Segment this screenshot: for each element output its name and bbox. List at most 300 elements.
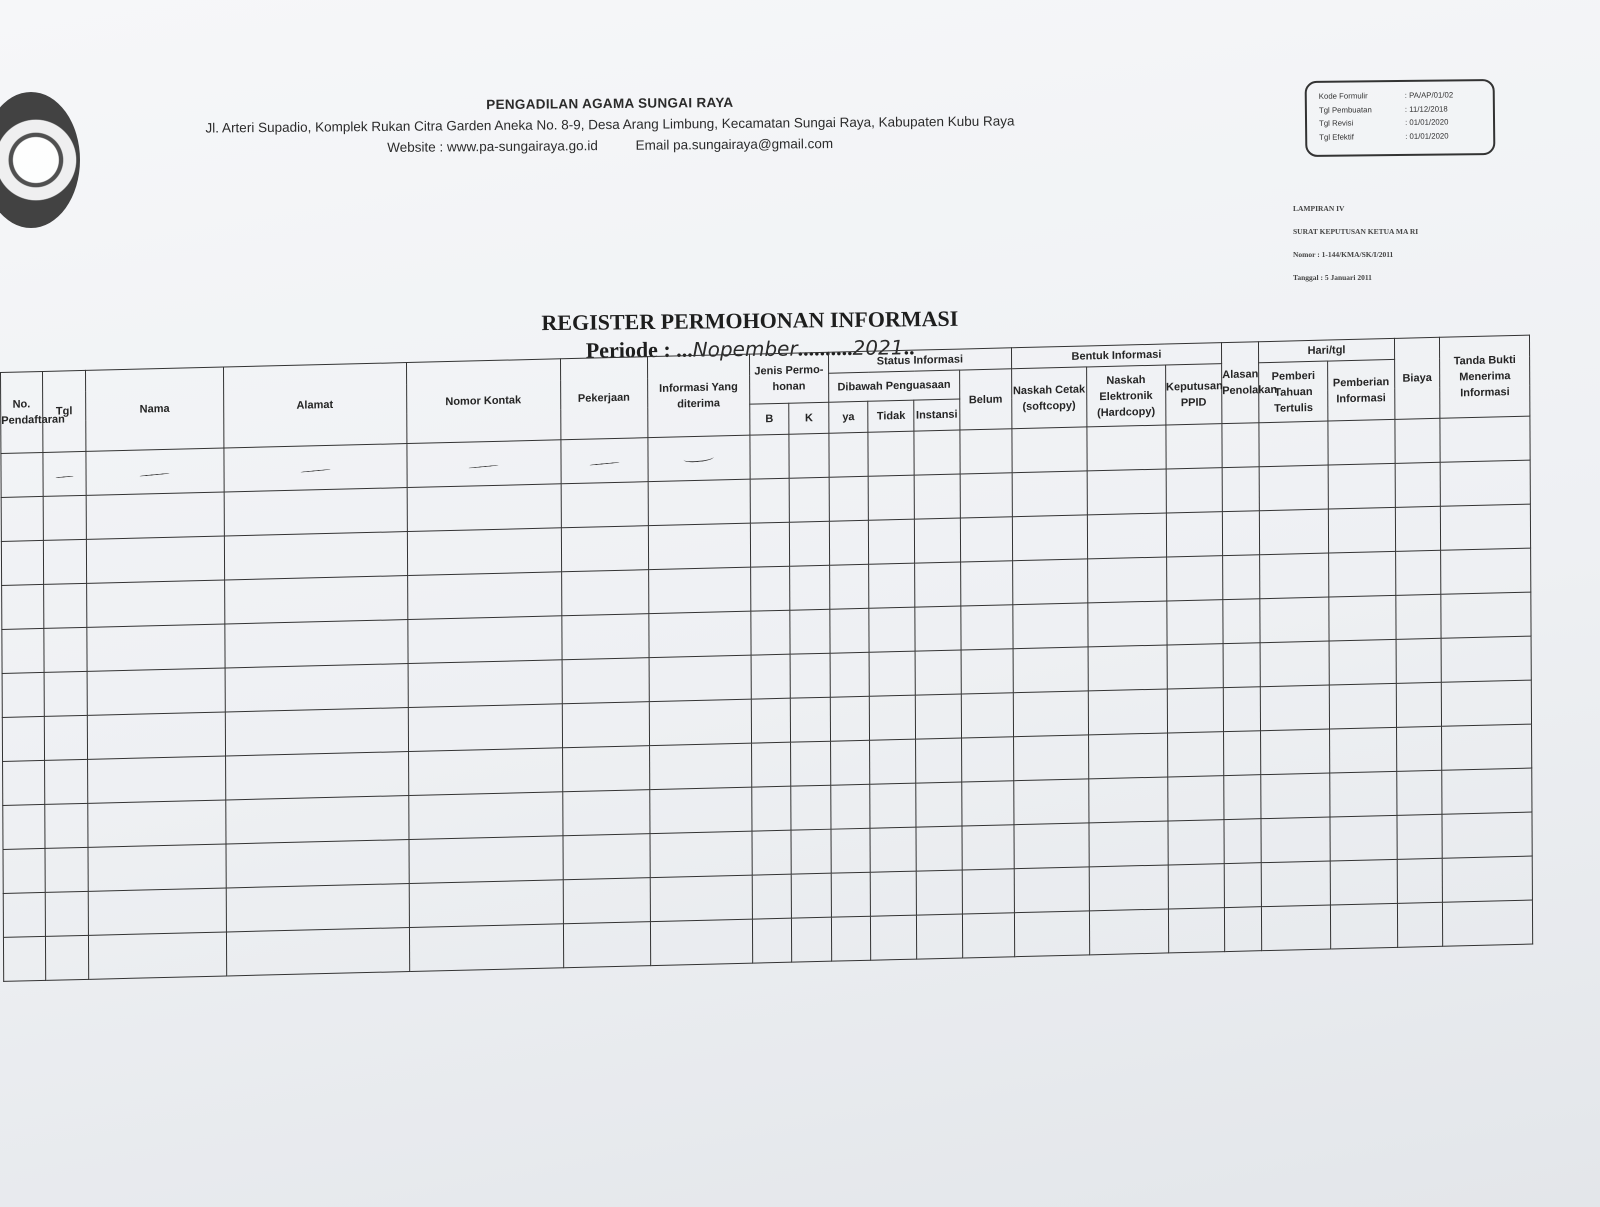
table-cell	[561, 614, 649, 660]
table-cell	[650, 831, 752, 877]
table-cell	[1395, 462, 1441, 507]
table-cell	[1260, 465, 1329, 511]
table-cell	[3, 804, 45, 849]
table-cell	[226, 928, 409, 976]
table-cell	[1329, 595, 1396, 641]
table-cell	[961, 605, 1013, 650]
col-alamat: Alamat	[223, 363, 406, 448]
table-cell	[1087, 557, 1166, 603]
table-cell	[648, 479, 750, 525]
table-cell	[1223, 599, 1261, 644]
col-keputusan-ppid: Keputusan PPID	[1165, 364, 1221, 425]
col-informasi-diterima: Informasi Yang diterima	[647, 354, 749, 437]
table-cell	[914, 430, 960, 475]
table-cell	[1395, 506, 1441, 551]
table-cell	[790, 609, 830, 654]
table-cell	[87, 536, 225, 583]
table-cell	[870, 827, 916, 872]
col-nama: Nama	[86, 367, 224, 451]
form-code-key: Tgl Revisi	[1319, 118, 1354, 128]
table-cell	[226, 840, 409, 888]
col-tidak: Tidak	[868, 400, 914, 432]
lampiran-block	[1293, 204, 1418, 296]
table-cell	[86, 448, 224, 495]
table-cell	[1328, 507, 1395, 553]
table-cell	[750, 522, 790, 567]
table-cell	[408, 704, 562, 752]
court-address: Jl. Arteri Supadio, Komplek Rukan Citra Garden Aneka No. 8-9, Desa Arang Limbung, Kecamatan Sungai Raya, Kabupaten Kubu Raya	[205, 113, 1015, 136]
table-cell	[751, 742, 791, 787]
table-cell	[752, 786, 792, 831]
col-naskah-cetak: Naskah Cetak (softcopy)	[1011, 367, 1086, 429]
table-cell	[750, 478, 790, 523]
table-cell	[1087, 469, 1166, 515]
table-cell	[1014, 779, 1089, 825]
table-cell	[1224, 775, 1262, 820]
table-cell	[1395, 418, 1441, 463]
lampiran-line: Nomor : 1-144/KMA/SK/I/2011	[1293, 250, 1394, 259]
table-cell	[407, 528, 561, 576]
table-cell	[915, 694, 961, 739]
website-text: Website : www.pa-sungairaya.go.id	[387, 138, 598, 155]
table-cell	[1088, 777, 1167, 823]
table-cell	[961, 737, 1013, 782]
col-hari-tgl: Hari/tgl	[1259, 338, 1394, 362]
form-code-box	[1305, 79, 1496, 157]
table-cell	[649, 655, 751, 701]
table-cell	[790, 653, 830, 698]
table-cell	[560, 438, 648, 484]
table-cell	[1012, 471, 1087, 517]
table-cell	[407, 440, 561, 488]
table-cell	[831, 916, 871, 961]
table-cell	[1012, 515, 1087, 561]
form-code-value: : 01/01/2020	[1404, 117, 1449, 127]
form-code-key: Tgl Efektif	[1319, 131, 1354, 142]
table-cell	[1013, 647, 1088, 693]
table-cell	[1222, 511, 1260, 556]
table-cell	[562, 746, 650, 792]
table-cell	[915, 650, 961, 695]
table-cell	[1222, 423, 1260, 468]
table-cell	[916, 738, 962, 783]
table-cell	[751, 610, 791, 655]
table-cell	[750, 434, 790, 479]
form-code-value: : 01/01/2020	[1405, 130, 1449, 141]
table-cell	[1261, 685, 1330, 731]
table-cell	[829, 432, 869, 477]
table-cell	[43, 495, 87, 540]
table-cell	[791, 829, 831, 874]
table-cell	[1441, 636, 1531, 682]
table-cell	[1396, 770, 1442, 815]
table-cell	[1222, 467, 1260, 512]
table-cell	[43, 627, 87, 672]
col-pekerjaan: Pekerjaan	[560, 357, 648, 440]
table-cell	[1329, 683, 1396, 729]
table-cell	[1, 540, 43, 585]
court-seal-logo	[0, 92, 80, 228]
table-cell	[1013, 735, 1088, 781]
table-cell	[409, 880, 563, 928]
table-cell	[751, 654, 791, 699]
table-cell	[1167, 600, 1223, 645]
letterhead	[150, 92, 1070, 157]
table-cell	[1167, 688, 1223, 733]
table-cell	[790, 521, 830, 566]
table-cell	[561, 570, 649, 616]
table-cell	[1328, 419, 1395, 465]
table-cell	[1168, 864, 1224, 909]
table-cell	[224, 620, 407, 668]
table-cell	[3, 936, 45, 981]
table-cell	[1262, 861, 1331, 907]
table-cell	[88, 800, 226, 847]
table-cell	[225, 752, 408, 800]
table-cell	[871, 915, 917, 960]
table-cell	[1223, 731, 1261, 776]
table-cell	[563, 834, 651, 880]
table-cell	[1087, 425, 1166, 471]
table-cell	[962, 825, 1014, 870]
table-cell	[791, 697, 831, 742]
handwritten-dash	[55, 475, 73, 478]
table-cell	[3, 848, 45, 893]
table-cell	[1013, 603, 1088, 649]
table-cell	[87, 668, 225, 715]
table-cell	[226, 884, 409, 932]
table-cell	[650, 875, 752, 921]
lampiran-line: SURAT KEPUTUSAN KETUA MA RI	[1293, 227, 1419, 236]
table-cell	[649, 743, 751, 789]
lampiran-line: Tanggal : 5 Januari 2011	[1293, 273, 1372, 282]
table-cell	[1166, 556, 1222, 601]
table-cell	[1223, 555, 1261, 600]
table-cell	[830, 608, 870, 653]
table-cell	[962, 869, 1014, 914]
table-cell	[1168, 908, 1224, 953]
col-tgl: Tgl	[42, 370, 86, 452]
table-cell	[1168, 820, 1224, 865]
table-cell	[1, 496, 43, 541]
col-status-informasi: Status Informasi	[828, 348, 1011, 373]
table-cell	[752, 830, 792, 875]
table-cell	[648, 567, 750, 613]
table-cell	[223, 444, 406, 492]
table-cell	[649, 611, 751, 657]
table-cell	[1396, 726, 1442, 771]
table-cell	[914, 474, 960, 519]
col-pemberitahuan-tertulis: Pemberi Tahuan Tertulis	[1259, 361, 1328, 423]
table-cell	[2, 628, 44, 673]
table-cell	[1089, 821, 1168, 867]
table-cell	[648, 523, 750, 569]
table-cell	[962, 781, 1014, 826]
table-cell	[1168, 776, 1224, 821]
table-cell	[43, 451, 87, 496]
table-cell	[871, 871, 917, 916]
court-name: PENGADILAN AGAMA SUNGAI RAYA	[486, 94, 734, 113]
table-cell	[1014, 867, 1089, 913]
col-pemberian-informasi: Pemberian Informasi	[1328, 359, 1395, 421]
table-cell	[914, 518, 960, 563]
email-text: Email pa.sungairaya@gmail.com	[635, 136, 834, 153]
register-table-wrap	[0, 334, 1543, 1012]
table-cell	[831, 872, 871, 917]
handwritten-dash	[140, 472, 170, 476]
table-cell	[916, 782, 962, 827]
table-cell	[2, 716, 44, 761]
col-jenis-permohonan: Jenis Permo- honan	[749, 352, 828, 404]
table-cell	[408, 748, 562, 796]
table-cell	[45, 891, 89, 936]
table-cell	[752, 918, 792, 963]
table-cell	[563, 922, 651, 968]
handwritten-dash	[684, 453, 714, 463]
table-cell	[3, 892, 45, 937]
table-cell	[86, 492, 224, 539]
table-cell	[1443, 856, 1533, 902]
table-cell	[830, 696, 870, 741]
col-ya: ya	[829, 401, 869, 433]
table-cell	[1397, 814, 1443, 859]
col-biaya: Biaya	[1394, 337, 1440, 419]
col-belum: Belum	[959, 369, 1011, 430]
col-naskah-elektronik: Naskah Elektronik (Hardcopy)	[1086, 365, 1165, 427]
table-cell	[1328, 463, 1395, 509]
col-jenis-k: K	[789, 402, 829, 434]
table-cell	[960, 517, 1012, 562]
form-code-key: Kode Formulir	[1318, 91, 1368, 101]
table-cell	[831, 784, 871, 829]
table-cell	[1261, 817, 1330, 863]
table-cell	[789, 433, 829, 478]
table-cell	[88, 712, 226, 759]
table-cell	[1260, 597, 1329, 643]
table-cell	[1441, 504, 1531, 550]
table-cell	[89, 932, 227, 979]
table-cell	[87, 580, 225, 627]
table-cell	[869, 563, 915, 608]
table-cell	[45, 935, 89, 980]
title-main: REGISTER PERMOHONAN INFORMASI	[541, 305, 959, 336]
table-cell	[1442, 768, 1532, 814]
table-cell	[791, 741, 831, 786]
table-cell	[1014, 823, 1089, 869]
table-cell	[1330, 903, 1397, 949]
col-tanda-bukti: Tanda Bukti Menerima Informasi	[1440, 335, 1530, 418]
table-cell	[960, 473, 1012, 518]
col-no-pendaftaran: No. Pendaftaran	[1, 371, 43, 453]
table-cell	[870, 695, 916, 740]
table-cell	[869, 475, 915, 520]
period-end: ..	[903, 334, 915, 360]
table-cell	[1167, 732, 1223, 777]
table-cell	[961, 649, 1013, 694]
table-cell	[790, 565, 830, 610]
table-cell	[1442, 680, 1532, 726]
table-cell	[409, 924, 563, 972]
table-cell	[649, 699, 751, 745]
handwritten-dash	[469, 464, 499, 468]
table-cell	[562, 658, 650, 704]
table-cell	[45, 847, 89, 892]
table-cell	[1166, 512, 1222, 557]
table-cell	[225, 664, 408, 712]
table-cell	[224, 532, 407, 580]
form-code-key: Tgl Pembuatan	[1318, 104, 1372, 115]
table-cell	[1259, 421, 1328, 467]
table-cell	[1440, 416, 1530, 462]
table-cell	[44, 715, 88, 760]
table-cell	[1261, 773, 1330, 819]
table-cell	[562, 790, 650, 836]
table-cell	[960, 429, 1012, 474]
table-cell	[87, 624, 225, 671]
table-cell	[1330, 771, 1397, 817]
table-cell	[869, 607, 915, 652]
table-cell	[1223, 643, 1261, 688]
table-cell	[915, 606, 961, 651]
handwritten-dash	[589, 461, 619, 465]
table-cell	[830, 652, 870, 697]
table-cell	[224, 576, 407, 624]
table-cell	[1442, 812, 1532, 858]
period-label: Periode : ...	[585, 336, 693, 363]
table-cell	[1087, 513, 1166, 559]
table-cell	[961, 693, 1013, 738]
table-cell	[829, 476, 869, 521]
table-cell	[562, 702, 650, 748]
lampiran-line: LAMPIRAN IV	[1293, 204, 1345, 213]
table-cell	[88, 756, 226, 803]
table-cell	[1167, 644, 1223, 689]
table-cell	[1395, 594, 1441, 639]
table-cell	[1260, 641, 1329, 687]
table-cell	[869, 519, 915, 564]
table-cell	[408, 660, 562, 708]
table-cell	[1329, 639, 1396, 685]
table-cell	[750, 566, 790, 611]
form-code-value: : 11/12/2018	[1404, 104, 1448, 114]
table-cell	[916, 826, 962, 871]
table-cell	[1443, 900, 1533, 946]
table-cell	[1012, 427, 1087, 473]
table-cell	[791, 785, 831, 830]
table-cell	[960, 561, 1012, 606]
table-cell	[43, 583, 87, 628]
table-cell	[1440, 460, 1530, 506]
table-cell	[43, 539, 87, 584]
table-cell	[829, 564, 869, 609]
table-cell	[44, 759, 88, 804]
table-cell	[407, 572, 561, 620]
col-bentuk-informasi: Bentuk Informasi	[1011, 343, 1221, 369]
register-table	[0, 335, 1533, 982]
table-cell	[2, 672, 44, 717]
col-jenis-b: B	[750, 403, 790, 435]
table-cell	[408, 792, 562, 840]
table-cell	[1260, 553, 1329, 599]
col-alasan-penolakan: Alasan Penolakan	[1221, 342, 1259, 424]
table-cell	[225, 708, 408, 756]
table-cell	[1166, 468, 1222, 513]
table-cell	[88, 844, 226, 891]
table-cell	[916, 870, 962, 915]
table-cell	[1396, 638, 1442, 683]
table-cell	[1088, 601, 1167, 647]
table-cell	[1224, 907, 1262, 952]
table-cell	[1441, 548, 1531, 594]
table-cell	[1330, 727, 1397, 773]
court-contact	[150, 134, 1070, 157]
table-cell	[409, 836, 563, 884]
table-cell	[1396, 682, 1442, 727]
table-cell	[44, 803, 88, 848]
table-cell	[224, 488, 407, 536]
table-cell	[1397, 858, 1443, 903]
table-cell	[1, 452, 43, 497]
form-code-row	[1319, 129, 1493, 144]
table-cell	[830, 740, 870, 785]
table-cell	[868, 431, 914, 476]
table-cell	[1088, 689, 1167, 735]
table-cell	[1262, 905, 1331, 951]
table-cell	[407, 616, 561, 664]
handwritten-dash	[300, 468, 330, 472]
period-month-handwritten: Nopember	[692, 336, 798, 362]
table-cell	[792, 917, 832, 962]
table-cell	[650, 787, 752, 833]
table-cell	[225, 796, 408, 844]
table-cell	[752, 874, 792, 919]
table-cell	[831, 828, 871, 873]
table-cell	[561, 482, 649, 528]
table-cell	[44, 671, 88, 716]
table-cell	[1089, 909, 1168, 955]
table-cell	[1224, 863, 1262, 908]
table-cell	[789, 477, 829, 522]
table-cell	[561, 526, 649, 572]
period-year-handwritten: 2021	[852, 335, 904, 360]
table-cell	[650, 919, 752, 965]
table-cell	[751, 698, 791, 743]
register-body	[1, 416, 1533, 981]
table-cell	[870, 739, 916, 784]
table-cell	[1014, 911, 1089, 957]
table-cell	[917, 914, 963, 959]
table-cell	[88, 888, 226, 935]
table-cell	[1442, 724, 1532, 770]
table-cell	[1088, 645, 1167, 691]
table-cell	[829, 520, 869, 565]
col-nomor-kontak: Nomor Kontak	[406, 359, 560, 444]
table-cell	[1441, 592, 1531, 638]
table-cell	[3, 760, 45, 805]
table-cell	[1013, 691, 1088, 737]
table-cell	[563, 878, 651, 924]
table-cell	[792, 873, 832, 918]
table-cell	[1224, 819, 1262, 864]
table-cell	[869, 651, 915, 696]
table-cell	[962, 913, 1014, 958]
table-cell	[1089, 865, 1168, 911]
form-code-value: : PA/AP/01/02	[1404, 90, 1454, 100]
table-cell	[1088, 733, 1167, 779]
table-cell	[1395, 550, 1441, 595]
table-cell	[648, 435, 750, 481]
table-cell	[1261, 729, 1330, 775]
